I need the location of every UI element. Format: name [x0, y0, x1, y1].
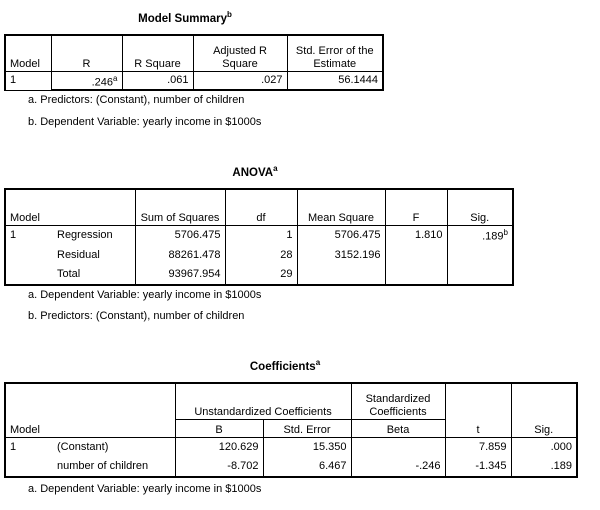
anova-header-model: Model	[5, 189, 135, 225]
anova-sig-sup: b	[503, 228, 508, 238]
coefficients-title-sup: a	[315, 358, 321, 367]
anova-row-regression-ss: 5706.475	[135, 225, 225, 245]
anova-note-a: a. Dependent Variable: yearly income in $1000s	[28, 289, 262, 301]
model-summary-title-sup: b	[226, 10, 232, 19]
coef-row-constant-sig: .000	[511, 437, 577, 457]
coef-model: 1	[5, 437, 53, 457]
anova-row-regression-sig	[447, 225, 513, 245]
ms-header-std-error: Std. Error of the Estimate	[287, 35, 383, 71]
coef-row-children-b: -8.702	[175, 457, 263, 477]
ms-row-model: 1	[5, 71, 51, 90]
ms-row-r	[51, 71, 122, 90]
anova-row-residual-ss: 88261.478	[135, 245, 225, 265]
anova-row-total-label: Total	[53, 265, 135, 285]
coef-row-constant-b: 120.629	[175, 437, 263, 457]
anova-title	[205, 164, 305, 179]
coefficients-table	[4, 382, 578, 478]
coef-header-sig: Sig.	[511, 383, 577, 437]
coef-row-children-label: number of children	[53, 457, 175, 477]
anova-row-total-ss: 93967.954	[135, 265, 225, 285]
coef-row-children-beta: -.246	[351, 457, 445, 477]
coef-row-children-sig: .189	[511, 457, 577, 477]
ms-header-model: Model	[5, 35, 51, 71]
ms-header-r-square: R Square	[122, 35, 193, 71]
coef-row-constant-t: 7.859	[445, 437, 511, 457]
ms-row-r-value: .246	[91, 76, 114, 89]
anova-note-b: b. Predictors: (Constant), number of children	[28, 310, 245, 322]
anova-model: 1	[5, 225, 53, 245]
ms-note-a: a. Predictors: (Constant), number of children	[28, 94, 245, 106]
anova-row-residual-ms: 3152.196	[297, 245, 385, 265]
coef-header-t: t	[445, 383, 511, 437]
coef-row-constant-beta	[351, 437, 445, 457]
ms-row-std-error: 56.1444	[287, 71, 383, 90]
coef-header-b: B	[175, 419, 263, 437]
coef-note-a: a. Dependent Variable: yearly income in $1000s	[28, 483, 262, 495]
coef-row-constant-label: (Constant)	[53, 437, 175, 457]
anova-row-regression-df: 1	[225, 225, 297, 245]
coefficients-title-text: Coefficients	[249, 360, 316, 373]
coef-header-model: Model	[5, 383, 175, 437]
ms-header-r: R	[51, 35, 122, 71]
ms-row-r-sup: a	[113, 73, 118, 83]
coefficients-title	[225, 358, 345, 373]
anova-title-sup: a	[273, 164, 278, 173]
anova-row-regression-ms: 5706.475	[297, 225, 385, 245]
anova-table	[4, 188, 514, 286]
coef-header-beta: Beta	[351, 419, 445, 437]
ms-row-adj-r-square: .027	[193, 71, 287, 90]
anova-header-ss: Sum of Squares	[135, 189, 225, 225]
model-summary-table	[4, 34, 384, 91]
coef-header-std: Standardized Coefficients	[351, 383, 445, 419]
anova-row-residual-label: Residual	[57, 248, 100, 261]
coef-header-unstd: Unstandardized Coefficients	[175, 383, 351, 419]
ms-header-adj-r-square: Adjusted R Square	[193, 35, 287, 71]
model-summary-title	[110, 10, 260, 25]
anova-title-text: ANOVA	[232, 166, 274, 179]
anova-header-f: F	[385, 189, 447, 225]
coef-row-children-se: 6.467	[263, 457, 351, 477]
anova-row-total-df: 29	[225, 265, 297, 285]
coef-row-children-t: -1.345	[445, 457, 511, 477]
ms-note-b: b. Dependent Variable: yearly income in $1000s	[28, 116, 262, 128]
ms-row-r-square: .061	[122, 71, 193, 90]
anova-row-regression-label: Regression	[57, 228, 113, 241]
model-summary-title-text: Model Summary	[138, 12, 227, 25]
anova-header-sig: Sig.	[447, 189, 513, 225]
anova-row-regression-f: 1.810	[385, 225, 447, 245]
coef-row-constant-se: 15.350	[263, 437, 351, 457]
coef-header-se: Std. Error	[263, 419, 351, 437]
anova-row-residual-df: 28	[225, 245, 297, 265]
anova-sig-value: .189	[482, 231, 504, 244]
anova-header-ms: Mean Square	[297, 189, 385, 225]
anova-header-df: df	[225, 189, 297, 225]
